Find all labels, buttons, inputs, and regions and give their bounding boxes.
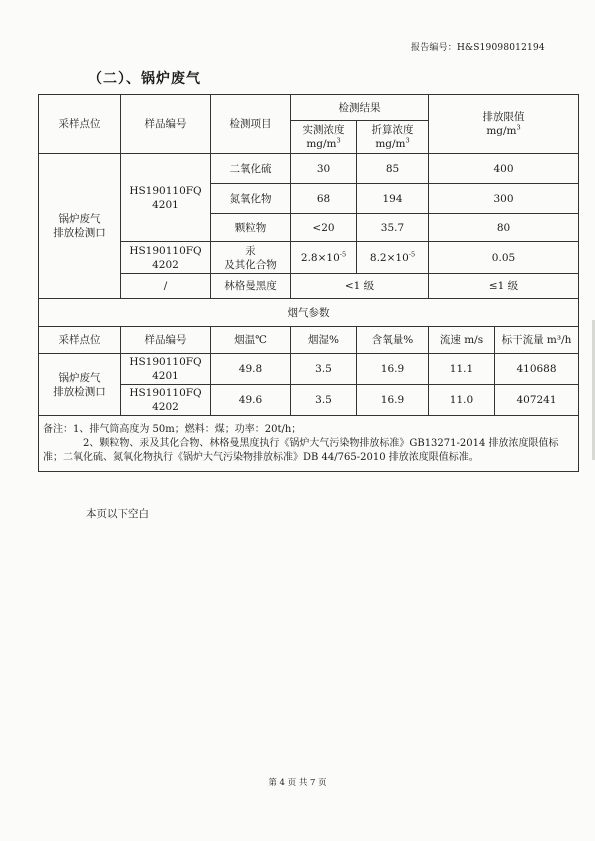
header-sampling-point: 采样点位 [39, 95, 121, 154]
fg-sample-cell [121, 354, 211, 385]
fg-header-sample: 样品编号 [121, 327, 211, 354]
item-cell: 颗粒物 [211, 214, 291, 242]
note-line-2: 2、颗粒物、汞及其化合物、林格曼黑度执行《锅炉大气污染物排放标准》GB13271-2014 排放浓度限值标准；二氧化硫、氮氧化物执行《锅炉大气污染物排放标准》DB 44/765-2010 排放浓度限值标准。 [43, 437, 559, 463]
converted-cell: 85 [357, 154, 429, 184]
blank-below-text: 本页以下空白 [86, 508, 149, 520]
limit-cell: ≤1 级 [429, 274, 579, 299]
point-line: 锅炉废气 [58, 371, 101, 384]
header-sample-no: 样品编号 [121, 95, 211, 154]
limit-label: 排放限值 [482, 111, 525, 123]
item-cell [211, 242, 291, 274]
notes-cell [39, 416, 579, 472]
sample-no-cell [121, 242, 211, 274]
fg-header-temp: 烟温℃ [211, 327, 291, 354]
fg-header-oxygen: 含氧量% [357, 327, 429, 354]
sample-line: HS190110FQ [129, 356, 202, 368]
fg-header-point: 采样点位 [39, 327, 121, 354]
measured-cell [291, 242, 357, 274]
header-result: 检测结果 [291, 95, 429, 121]
sample-no-cell [121, 154, 211, 242]
converted-base: 8.2×10 [369, 251, 409, 264]
measured-exp: -5 [339, 250, 347, 258]
flue-gas-title: 烟气参数 [39, 299, 579, 327]
measured-cell: <20 [291, 214, 357, 242]
item-line: 汞 [245, 244, 256, 257]
fg-oxygen-cell: 16.9 [357, 354, 429, 385]
boiler-exhaust-table [38, 94, 579, 472]
page-footer: 第 4 页 共 7 页 [268, 778, 327, 788]
converted-cell: 194 [357, 184, 429, 214]
fg-velocity-cell: 11.0 [429, 385, 495, 416]
unit-text: mg/m [306, 138, 337, 150]
sample-line: 4202 [152, 401, 179, 413]
limit-unit [431, 124, 576, 138]
fg-header-humidity: 烟湿% [291, 327, 357, 354]
item-cell: 氮氧化物 [211, 184, 291, 214]
point-line: 排放检测口 [53, 227, 106, 239]
measured-label: 实测浓度 [302, 124, 345, 136]
note-line-1: 备注：1、排气筒高度为 50m；燃料：煤；功率：20t/h； [43, 423, 302, 435]
converted-label: 折算浓度 [371, 124, 414, 136]
fg-sample-cell [121, 385, 211, 416]
unit-text: mg/m [486, 125, 517, 137]
fg-humidity-cell: 3.5 [291, 354, 357, 385]
converted-cell [357, 242, 429, 274]
measured-cell: 30 [291, 154, 357, 184]
sampling-point-cell [39, 154, 121, 299]
unit-sup: 3 [516, 123, 521, 132]
fg-flow-cell: 407241 [495, 385, 579, 416]
fg-point-cell [39, 354, 121, 416]
header-converted [357, 121, 429, 154]
fg-humidity-cell: 3.5 [291, 385, 357, 416]
result-cell: <1 级 [291, 274, 429, 299]
unit-sup: 3 [405, 136, 410, 145]
limit-cell: 400 [429, 154, 579, 184]
item-line: 及其化合物 [224, 258, 277, 271]
header-item: 检测项目 [211, 95, 291, 154]
fg-flow-cell: 410688 [495, 354, 579, 385]
item-cell: 林格曼黑度 [211, 274, 291, 299]
converted-unit [359, 137, 426, 151]
sample-line: 4202 [152, 258, 179, 271]
point-line: 排放检测口 [53, 385, 106, 398]
converted-cell: 35.7 [357, 214, 429, 242]
measured-unit [293, 137, 354, 151]
fg-velocity-cell: 11.1 [429, 354, 495, 385]
item-cell: 二氧化硫 [211, 154, 291, 184]
header-measured [291, 121, 357, 154]
fg-temp-cell: 49.8 [211, 354, 291, 385]
limit-cell: 0.05 [429, 242, 579, 274]
limit-cell: 300 [429, 184, 579, 214]
sample-no-cell: / [121, 274, 211, 299]
fg-oxygen-cell: 16.9 [357, 385, 429, 416]
sample-line: HS190110FQ [129, 387, 202, 399]
limit-cell: 80 [429, 214, 579, 242]
unit-sup: 3 [336, 136, 341, 145]
converted-exp: -5 [408, 250, 416, 258]
sample-line: HS190110FQ [129, 184, 202, 197]
sample-line: 4201 [152, 370, 179, 382]
point-line: 锅炉废气 [58, 213, 101, 225]
measured-base: 2.8×10 [300, 251, 340, 264]
sample-line: 4201 [152, 198, 179, 211]
fg-header-flow: 标干流量 m³/h [495, 327, 579, 354]
fg-header-velocity: 流速 m/s [429, 327, 495, 354]
unit-text: mg/m [375, 138, 406, 150]
measured-cell: 68 [291, 184, 357, 214]
section-title: （二）、锅炉废气 [88, 71, 201, 87]
report-number: 报告编号：H&S19098012194 [411, 43, 545, 53]
fg-temp-cell: 49.6 [211, 385, 291, 416]
header-limit [429, 95, 579, 154]
sample-line: HS190110FQ [129, 244, 202, 257]
